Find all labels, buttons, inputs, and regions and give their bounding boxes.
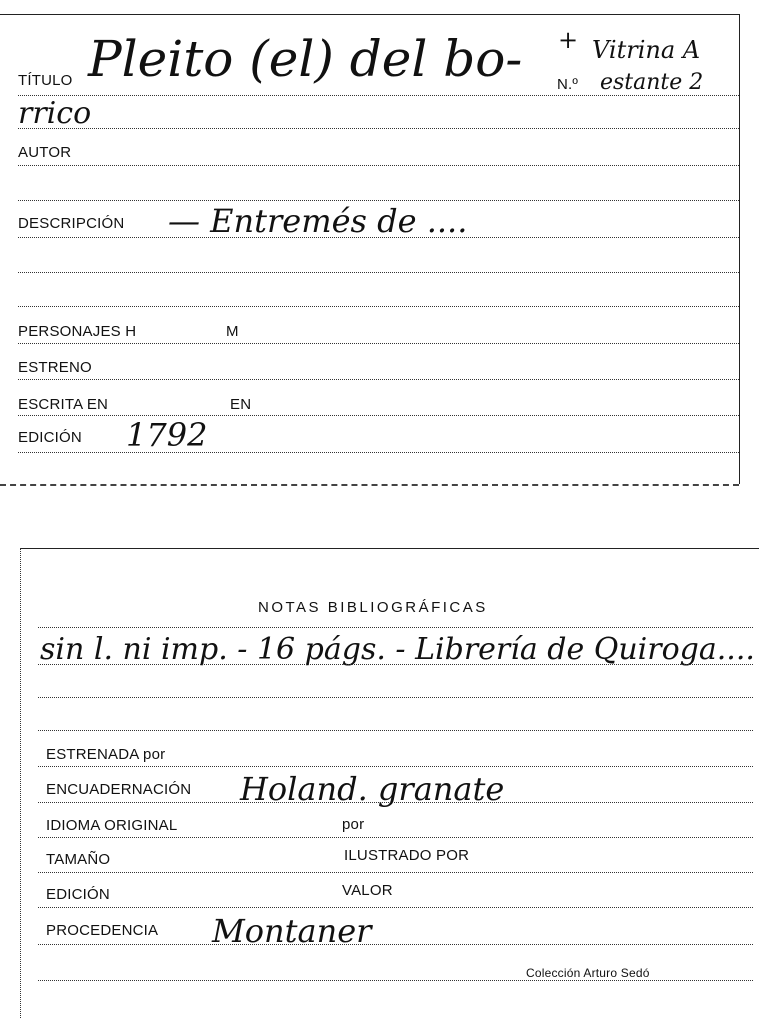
procedencia-line: [38, 944, 753, 945]
descripcion-line-2: [18, 272, 739, 273]
titulo-handwritten: Pleito (el) del bo-: [88, 30, 523, 88]
procedencia-handwritten: Montaner: [212, 912, 372, 950]
notas-heading: NOTAS BIBLIOGRÁFICAS: [258, 599, 488, 616]
encuadernacion-handwritten: Holand. granate: [240, 770, 505, 808]
descripcion-label: DESCRIPCIÓN: [18, 215, 125, 232]
procedencia-line-2: [38, 980, 753, 981]
personajes-label: PERSONAJES H: [18, 323, 137, 340]
personajes-line: [18, 343, 739, 344]
autor-label: AUTOR: [18, 144, 72, 161]
vitrina-handwritten: Vitrina A: [592, 36, 701, 64]
tamano-line: [38, 872, 753, 873]
plus-mark: +: [558, 26, 579, 54]
card-top-bottom-edge: [0, 484, 739, 486]
numero-label: N.º: [557, 76, 579, 93]
descripcion-handwritten: — Entremés de ....: [168, 202, 468, 240]
titulo-label: TÍTULO: [18, 72, 73, 89]
idioma-line: [38, 837, 753, 838]
coleccion-imprint: Colección Arturo Sedó: [526, 966, 650, 980]
autor-line-2: [18, 200, 739, 201]
ilustrado-label: ILUSTRADO POR: [344, 847, 470, 864]
tamano-label: TAMAÑO: [46, 851, 111, 868]
titulo-line-2: [18, 128, 739, 129]
personajes-m-label: M: [226, 323, 239, 340]
notas-line-3: [38, 697, 753, 698]
edicion-line: [18, 452, 739, 453]
card-top-right-edge: [739, 14, 740, 484]
titulo-continuation: rrico: [18, 96, 92, 131]
idioma-label: IDIOMA ORIGINAL: [46, 817, 178, 834]
notas-line-2: [38, 664, 753, 665]
titulo-line: [18, 95, 739, 96]
notas-line: [38, 627, 753, 628]
edicion-handwritten: 1792: [126, 416, 208, 454]
edicion2-line: [38, 907, 753, 908]
idioma-por-label: por: [342, 816, 365, 833]
card-bottom-top-edge: [20, 548, 759, 549]
estante-handwritten: estante 2: [600, 70, 704, 95]
notas-handwritten: sin l. ni imp. - 16 págs. - Librería de Quiroga....: [40, 632, 755, 667]
estreno-label: ESTRENO: [18, 359, 92, 376]
edicion2-label: EDICIÓN: [46, 886, 110, 903]
descripcion-line-3: [18, 306, 739, 307]
escrita-en-label: EN: [230, 396, 252, 413]
procedencia-label: PROCEDENCIA: [46, 922, 159, 939]
valor-label: VALOR: [342, 882, 393, 899]
edicion-label: EDICIÓN: [18, 429, 82, 446]
encuadernacion-label: ENCUADERNACIÓN: [46, 781, 192, 798]
estrenada-label: ESTRENADA por: [46, 746, 166, 763]
estrenada-line: [38, 766, 753, 767]
autor-line: [18, 165, 739, 166]
estreno-line: [18, 379, 739, 380]
notas-line-4: [38, 730, 753, 731]
card-bottom-left-edge: [20, 548, 21, 1018]
descripcion-line: [18, 237, 739, 238]
escrita-label: ESCRITA EN: [18, 396, 109, 413]
encuadernacion-line: [38, 802, 753, 803]
